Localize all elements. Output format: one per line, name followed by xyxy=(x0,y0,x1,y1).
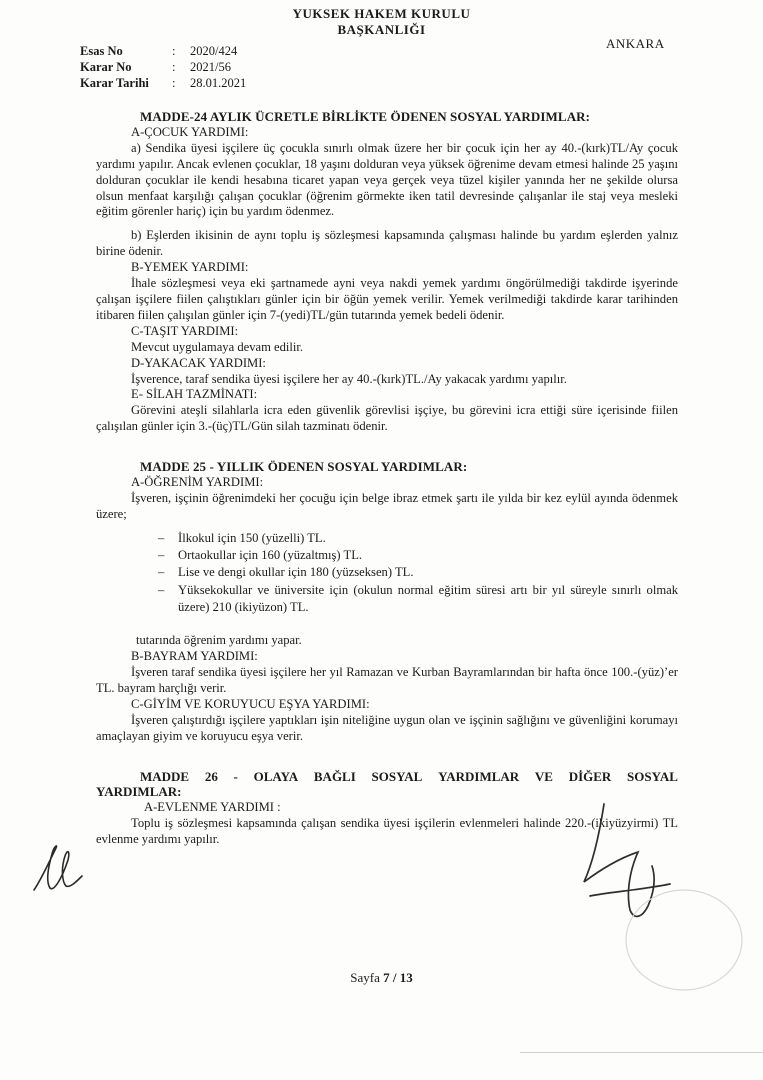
header-city: ANKARA xyxy=(606,36,665,51)
meta-colon: : xyxy=(172,44,176,58)
handwritten-initials xyxy=(28,838,88,898)
meta-value: 28.01.2021 xyxy=(190,76,247,90)
header-title-line2: BAŞKANLIĞI xyxy=(337,22,426,37)
paragraph: İhale sözleşmesi veya eki şartnamede ayni veya nakdi yemek yardımı öngörülmediği takdirde işyerinde çalışan işçilere fiilen çalıştıkları günler için bir öğün yemek verilir. Yemek verilmediği takdirde karar tarihinden itibaren fiilen çalışılan günler için 7-(yedi)TL/gün tutarında yemek bedeli ödenir. xyxy=(96,276,678,322)
paragraph: İşverence, taraf sendika üyesi işçilere her ay 40.-(kırk)TL./Ay yakacak yardımı yapılır. xyxy=(131,371,567,386)
title-word: SOSYAL xyxy=(627,768,678,784)
dash-bullet: – xyxy=(158,548,165,563)
page-footer xyxy=(0,970,763,986)
list-item-text: Ortaokullar için 160 (yüzaltmış) TL. xyxy=(178,548,363,563)
title-word: VE xyxy=(534,768,553,784)
paragraph: Toplu iş sözleşmesi kapsamında çalışan sendika üyesi işçilerin evlenmeleri halinde 220.-(ikiyüzyirmi) TL evlenme yardımı yapılır. xyxy=(96,816,678,847)
meta-value: 2021/56 xyxy=(190,60,231,74)
dash-bullet: – xyxy=(158,582,165,597)
paragraph: İşveren taraf sendika üyesi işçilere her yıl Ramazan ve Kurban Bayramlarından bir hafta önce 100.-(yüz)’er TL. bayram harçlığı verir. xyxy=(96,665,678,695)
meta-label: Karar No xyxy=(80,60,132,74)
document-body xyxy=(96,109,678,848)
section-heading: C-TAŞIT YARDIMI: xyxy=(131,323,239,338)
section-heading: A-ÇOCUK YARDIMI: xyxy=(131,124,249,139)
title-word: DİĞER xyxy=(568,768,612,784)
title-word: 26 xyxy=(204,768,218,784)
paragraph: Görevini ateşli silahlarla icra eden güvenlik görevlisi işçiye, bu görevini icra ettiği süre içerisinde fiilen çalışılan günler için 3.-(üç)TL/Gün silah tazminatı ödenir. xyxy=(96,403,678,434)
paragraph: İşveren çalıştırdığı işçilere yaptıkları işin niteliğine uygun olan ve işçinin sağlığını ve güvenliğini korumayı amaçlayan giyim ve koruyucu eşya verir. xyxy=(96,712,678,743)
list-item-text: Lise ve dengi okullar için 180 (yüzseksen) TL. xyxy=(178,565,414,580)
dash-bullet: – xyxy=(158,530,165,545)
title-word: MADDE xyxy=(140,768,190,784)
meta-row-karar xyxy=(80,59,246,75)
meta-row-karar-tarihi xyxy=(80,75,246,91)
article-24-title: MADDE-24 AYLIK ÜCRETLE BİRLİKTE ÖDENEN SOSYAL YARDIMLAR: xyxy=(140,109,591,124)
article-26-title xyxy=(140,769,678,785)
education-aid-list xyxy=(96,530,678,616)
title-word: SOSYAL xyxy=(371,768,423,784)
paragraph: İşveren, işçinin öğrenimdeki her çocuğu için belge ibraz etmek şartı ile yılda bir kez eylül ayında ödenmek üzere; xyxy=(96,490,678,521)
list-item xyxy=(96,564,678,581)
section-heading: A-ÖĞRENİM YARDIMI: xyxy=(131,475,264,490)
meta-label: Esas No xyxy=(80,44,123,58)
title-word: BAĞLI xyxy=(313,768,356,784)
section-heading: E- SİLAH TAZMİNATI: xyxy=(131,387,258,402)
meta-colon: : xyxy=(172,60,176,74)
section-heading: B-BAYRAM YARDIMI: xyxy=(131,649,258,664)
footer-label: Sayfa xyxy=(350,970,380,985)
meta-colon: : xyxy=(172,76,176,90)
paragraph: a) Sendika üyesi işçilere üç çocukla sınırlı olmak üzere her bir çocuk için her ay 40.-(kırk)TL/Ay çocuk yardımı yapılır. Ancak evlenen çocuklar, 18 yaşını dolduran veya yüksek öğrenime devam etmesi halinde 25 yaşını dolduran çocuklar ile kendi hesabına ticaret yapan veya gerçek veya tüzel kişiler yanında her ne şekilde olursa olsun menfaat karşılığı çalışan çocuklar (öğrenim görmekte iken tatil devresinde çalışanlar ile staj veya mesleki eğitim görenler hariç) için bu yardım ödenmez. xyxy=(96,140,678,219)
header-title-line1: YUKSEK HAKEM KURULU xyxy=(292,6,471,21)
article-25-title: MADDE 25 - YILLIK ÖDENEN SOSYAL YARDIMLAR: xyxy=(140,459,468,475)
section-heading: B-YEMEK YARDIMI: xyxy=(131,260,249,275)
meta-row-esas xyxy=(80,43,246,59)
meta-label: Karar Tarihi xyxy=(80,76,149,90)
list-item xyxy=(96,547,678,564)
section-heading: A-EVLENME YARDIMI : xyxy=(144,800,281,815)
list-item xyxy=(96,582,678,617)
section-heading: D-YAKACAK YARDIMI: xyxy=(131,355,266,370)
page-number: 7 / 13 xyxy=(383,970,413,985)
title-word: - xyxy=(233,768,238,784)
section-heading: C-GİYİM VE KORUYUCU EŞYA YARDIMI: xyxy=(131,696,370,711)
case-meta xyxy=(80,43,246,91)
article-26-title-line2: YARDIMLAR: xyxy=(96,784,182,800)
dash-bullet: – xyxy=(158,565,165,580)
paragraph: b) Eşlerden ikisinin de aynı toplu iş sözleşmesi kapsamında çalışması halinde bu yardım eşlerden yalnız birine ödenir. xyxy=(96,228,678,259)
list-item-text: İlkokul için 150 (yüzelli) TL. xyxy=(178,530,326,545)
paragraph: Mevcut uygulamaya devam edilir. xyxy=(131,339,304,354)
paragraph: tutarında öğrenim yardımı yapar. xyxy=(136,633,302,648)
list-item-text: Yüksekokullar ve üniversite için (okulun normal eğitim süresi artı bir yıl süreyle sınırlı olmak üzere) 210 (ikiyüzon) TL. xyxy=(178,582,678,614)
list-item xyxy=(96,530,678,547)
title-word: YARDIMLAR xyxy=(438,768,520,784)
title-word: OLAYA xyxy=(253,768,299,784)
meta-value: 2020/424 xyxy=(190,44,238,58)
scan-edge-line xyxy=(520,1052,763,1053)
